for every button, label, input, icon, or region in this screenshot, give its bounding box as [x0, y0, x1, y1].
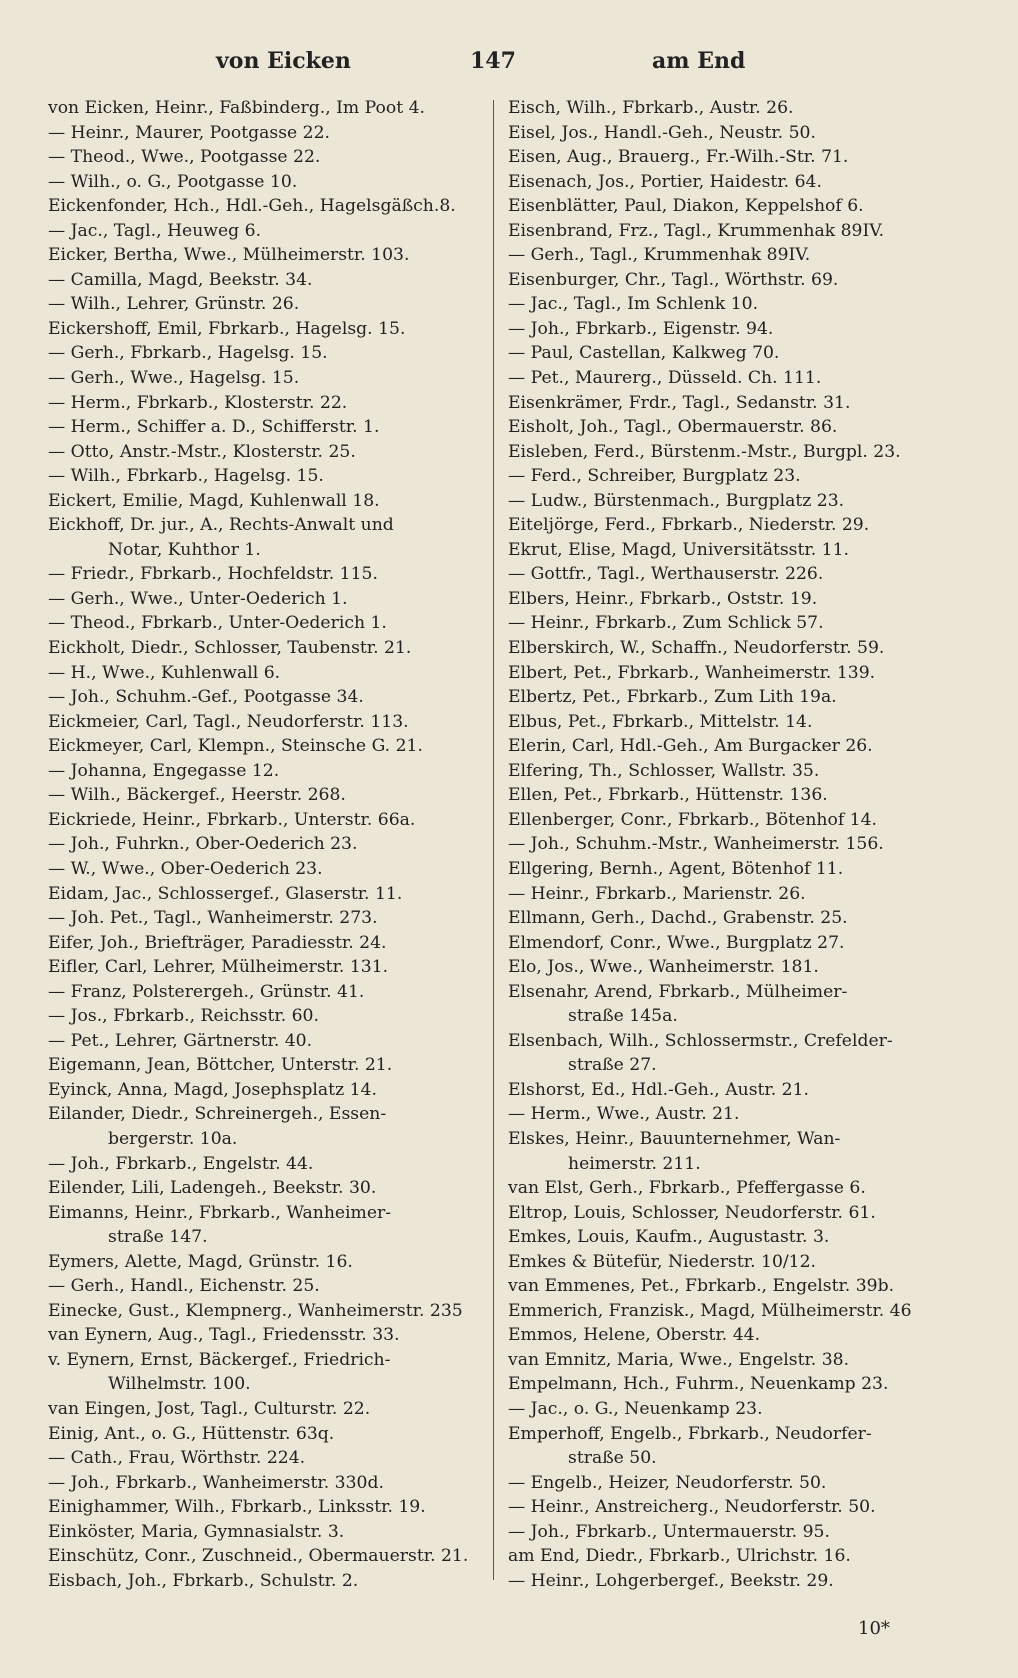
directory-entry: Ellgering, Bernh., Agent, Bötenhof 11.: [508, 858, 844, 879]
directory-entry: Eickriede, Heinr., Fbrkarb., Unterstr. 66a.: [48, 809, 416, 830]
left-column: [48, 96, 488, 1593]
directory-entry: — Ludw., Bürstenmach., Burgplatz 23.: [508, 490, 845, 511]
directory-entry: Eicker, Bertha, Wwe., Mülheimerstr. 103.: [48, 245, 410, 266]
directory-entry: Elshorst, Ed., Hdl.-Geh., Austr. 21.: [508, 1079, 810, 1100]
directory-entry: Eisbach, Joh., Fbrkarb., Schulstr. 2.: [48, 1570, 359, 1591]
directory-entry-continuation: straße 27.: [568, 1055, 657, 1076]
directory-entry: Ellen, Pet., Fbrkarb., Hüttenstr. 136.: [508, 785, 828, 806]
directory-entry: Elskes, Heinr., Bauunternehmer, Wan-: [508, 1128, 841, 1149]
directory-entry: Eickmeyer, Carl, Klempn., Steinsche G. 21.: [48, 736, 423, 757]
directory-entry: — Joh., Fbrkarb., Engelstr. 44.: [48, 1153, 314, 1174]
directory-entry: — Herm., Fbrkarb., Klosterstr. 22.: [48, 392, 348, 413]
directory-entry: Elbers, Heinr., Fbrkarb., Oststr. 19.: [508, 588, 818, 609]
directory-entry: — Johanna, Engegasse 12.: [48, 760, 280, 781]
directory-entry: — Ferd., Schreiber, Burgplatz 23.: [508, 466, 801, 487]
directory-entry: Eickhoff, Dr. jur., A., Rechts-Anwalt und: [48, 515, 394, 536]
directory-entry: — Gottfr., Tagl., Werthauserstr. 226.: [508, 564, 824, 585]
directory-entry: von Eicken, Heinr., Faßbinderg., Im Poot 4.: [48, 98, 426, 118]
directory-entry: Eisenbrand, Frz., Tagl., Krummenhak 89IV.: [508, 220, 885, 241]
directory-entry: — Pet., Maurerg., Düsseld. Ch. 111.: [508, 368, 822, 389]
directory-entry: Eyinck, Anna, Magd, Josephsplatz 14.: [48, 1079, 377, 1100]
directory-entry: Einig, Ant., o. G., Hüttenstr. 63q.: [48, 1423, 335, 1444]
directory-entry: Eickmeier, Carl, Tagl., Neudorferstr. 113.: [48, 711, 409, 732]
directory-entry: — Pet., Lehrer, Gärtnerstr. 40.: [48, 1030, 313, 1051]
directory-entry: — Heinr., Fbrkarb., Zum Schlick 57.: [508, 613, 824, 634]
directory-entry: Eifler, Carl, Lehrer, Mülheimerstr. 131.: [48, 957, 389, 978]
directory-entry: Einköster, Maria, Gymnasialstr. 3.: [48, 1521, 345, 1542]
directory-entry: — Herm., Wwe., Austr. 21.: [508, 1104, 740, 1125]
directory-entry: — Herm., Schiffer a. D., Schifferstr. 1.: [48, 417, 380, 438]
page-header: [0, 48, 1018, 80]
header-last-entry: am End: [652, 48, 746, 74]
directory-entry: Elbertz, Pet., Fbrkarb., Zum Lith 19a.: [508, 687, 837, 708]
directory-entry: Elerin, Carl, Hdl.-Geh., Am Burgacker 26.: [508, 736, 873, 757]
directory-entry-continuation: straße 50.: [568, 1448, 657, 1469]
directory-entry: — Heinr., Anstreicherg., Neudorferstr. 50.: [508, 1497, 876, 1518]
directory-entry: — Wilh., Lehrer, Grünstr. 26.: [48, 294, 300, 315]
directory-entry: — Joh., Fbrkarb., Eigenstr. 94.: [508, 318, 774, 339]
directory-entry: Eisen, Aug., Brauerg., Fr.-Wilh.-Str. 71.: [508, 147, 849, 168]
right-column: [508, 96, 940, 1593]
directory-entry: Eilender, Lili, Ladengeh., Beekstr. 30.: [48, 1178, 377, 1199]
directory-entry: Emkes, Louis, Kaufm., Augustastr. 3.: [508, 1227, 830, 1248]
directory-entry: Eimanns, Heinr., Fbrkarb., Wanheimer-: [48, 1202, 392, 1223]
directory-entry: — Gerh., Wwe., Unter-Oederich 1.: [48, 588, 348, 609]
directory-entry: Eisel, Jos., Handl.-Geh., Neustr. 50.: [508, 122, 816, 143]
page-number: 147: [470, 48, 516, 74]
directory-entry: van Emnitz, Maria, Wwe., Engelstr. 38.: [508, 1349, 850, 1370]
directory-entry: Einecke, Gust., Klempnerg., Wanheimerstr. 235: [48, 1300, 463, 1321]
directory-entry: — Heinr., Lohgerbergef., Beekstr. 29.: [508, 1570, 834, 1591]
directory-entry: Emkes & Bütefür, Niederstr. 10/12.: [508, 1251, 817, 1272]
directory-entry: — Joh., Fuhrkn., Ober-Oederich 23.: [48, 834, 358, 855]
directory-entry: Eifer, Joh., Briefträger, Paradiesstr. 24.: [48, 932, 387, 953]
directory-entry: Empelmann, Hch., Fuhrm., Neuenkamp 23.: [508, 1374, 889, 1395]
directory-entry: Eisch, Wilh., Fbrkarb., Austr. 26.: [508, 98, 794, 118]
directory-entry: — Joh., Schuhm.-Mstr., Wanheimerstr. 156.: [508, 834, 884, 855]
directory-entry: — Wilh., Bäckergef., Heerstr. 268.: [48, 785, 346, 806]
directory-entry: Eisenblätter, Paul, Diakon, Keppelshof 6.: [508, 196, 864, 217]
directory-entry: — Joh., Fbrkarb., Untermauerstr. 95.: [508, 1521, 830, 1542]
directory-entry: Elo, Jos., Wwe., Wanheimerstr. 181.: [508, 957, 819, 978]
directory-entry: Emmerich, Franzisk., Magd, Mülheimerstr. 46: [508, 1300, 912, 1321]
directory-entry: Ekrut, Elise, Magd, Universitätsstr. 11.: [508, 539, 849, 560]
directory-entry: Eymers, Alette, Magd, Grünstr. 16.: [48, 1251, 353, 1272]
directory-entry: — Wilh., Fbrkarb., Hagelsg. 15.: [48, 466, 324, 487]
directory-entry-continuation: Wilhelmstr. 100.: [108, 1374, 251, 1395]
directory-entry: v. Eynern, Ernst, Bäckergef., Friedrich-: [48, 1349, 391, 1370]
directory-entry: — Heinr., Fbrkarb., Marienstr. 26.: [508, 883, 806, 904]
directory-entry: — Otto, Anstr.-Mstr., Klosterstr. 25.: [48, 441, 356, 462]
directory-entry: — Heinr., Maurer, Pootgasse 22.: [48, 122, 330, 143]
directory-entry: Eidam, Jac., Schlossergef., Glaserstr. 11.: [48, 883, 403, 904]
directory-entry: — Jac., Tagl., Heuweg 6.: [48, 220, 262, 241]
directory-entry: Elbus, Pet., Fbrkarb., Mittelstr. 14.: [508, 711, 813, 732]
directory-entry: — Gerh., Wwe., Hagelsg. 15.: [48, 368, 300, 389]
directory-entry: — Theod., Fbrkarb., Unter-Oederich 1.: [48, 613, 387, 634]
sheet-signature: 10*: [858, 1618, 890, 1639]
directory-entry: van Emmenes, Pet., Fbrkarb., Engelstr. 39b.: [508, 1276, 895, 1297]
directory-entry: — Wilh., o. G., Pootgasse 10.: [48, 171, 298, 192]
directory-entry: Einschütz, Conr., Zuschneid., Obermauerstr. 21.: [48, 1546, 469, 1567]
directory-entry: Eickholt, Diedr., Schlosser, Taubenstr. 21.: [48, 638, 412, 659]
directory-entry: Elmendorf, Conr., Wwe., Burgplatz 27.: [508, 932, 845, 953]
directory-entry: Einighammer, Wilh., Fbrkarb., Linksstr. 19.: [48, 1497, 426, 1518]
directory-entry: van Elst, Gerh., Fbrkarb., Pfeffergasse 6.: [508, 1178, 866, 1199]
directory-entry: Eisholt, Joh., Tagl., Obermauerstr. 86.: [508, 417, 838, 438]
directory-entry: Eltrop, Louis, Schlosser, Neudorferstr. 61.: [508, 1202, 876, 1223]
directory-entry: — Engelb., Heizer, Neudorferstr. 50.: [508, 1472, 827, 1493]
directory-entry: — Jac., Tagl., Im Schlenk 10.: [508, 294, 759, 315]
directory-entry: Eiteljörge, Ferd., Fbrkarb., Niederstr. 29.: [508, 515, 870, 536]
directory-entry: am End, Diedr., Fbrkarb., Ulrichstr. 16.: [508, 1546, 851, 1567]
directory-entry: — Paul, Castellan, Kalkweg 70.: [508, 343, 780, 364]
directory-entry-continuation: heimerstr. 211.: [568, 1153, 701, 1174]
directory-entry: — Gerh., Fbrkarb., Hagelsg. 15.: [48, 343, 328, 364]
directory-entry: Elfering, Th., Schlosser, Wallstr. 35.: [508, 760, 820, 781]
directory-entry-continuation: straße 147.: [108, 1227, 208, 1248]
directory-entry: — Gerh., Handl., Eichenstr. 25.: [48, 1276, 320, 1297]
directory-entry: Eickenfonder, Hch., Hdl.-Geh., Hagelsgäßch.8.: [48, 196, 456, 217]
directory-entry: Eisenburger, Chr., Tagl., Wörthstr. 69.: [508, 269, 839, 290]
directory-entry: — Gerh., Tagl., Krummenhak 89IV.: [508, 245, 811, 266]
directory-entry: van Eynern, Aug., Tagl., Friedensstr. 33.: [48, 1325, 400, 1346]
directory-entry: — Joh., Fbrkarb., Wanheimerstr. 330d.: [48, 1472, 384, 1493]
directory-entry: Eisleben, Ferd., Bürstenm.-Mstr., Burgpl. 23.: [508, 441, 901, 462]
directory-entry: — Friedr., Fbrkarb., Hochfeldstr. 115.: [48, 564, 378, 585]
directory-entry-continuation: straße 145a.: [568, 1006, 678, 1027]
directory-entry: — Theod., Wwe., Pootgasse 22.: [48, 147, 321, 168]
directory-entry: Eilander, Diedr., Schreinergeh., Essen-: [48, 1104, 387, 1125]
directory-entry: Eisenkrämer, Frdr., Tagl., Sedanstr. 31.: [508, 392, 851, 413]
column-divider: [493, 100, 494, 1580]
directory-entry: — Franz, Polsterergeh., Grünstr. 41.: [48, 981, 365, 1002]
directory-entry: van Eingen, Jost, Tagl., Culturstr. 22.: [48, 1398, 371, 1419]
directory-entry: Elsenahr, Arend, Fbrkarb., Mülheimer-: [508, 981, 848, 1002]
directory-entry: — W., Wwe., Ober-Oederich 23.: [48, 858, 323, 879]
header-first-entry: von Eicken: [216, 48, 351, 74]
directory-entry: Elsenbach, Wilh., Schlossermstr., Crefelder-: [508, 1030, 893, 1051]
directory-entry: Eickershoff, Emil, Fbrkarb., Hagelsg. 15.: [48, 318, 406, 339]
directory-entry: — Jac., o. G., Neuenkamp 23.: [508, 1398, 763, 1419]
directory-entry: Ellenberger, Conr., Fbrkarb., Bötenhof 14.: [508, 809, 877, 830]
directory-entry: Elberskirch, W., Schaffn., Neudorferstr. 59.: [508, 638, 885, 659]
directory-entry: — Joh. Pet., Tagl., Wanheimerstr. 273.: [48, 908, 378, 929]
directory-entry-continuation: Notar, Kuhthor 1.: [108, 539, 261, 560]
directory-entry: Eickert, Emilie, Magd, Kuhlenwall 18.: [48, 490, 380, 511]
directory-entry: — Camilla, Magd, Beekstr. 34.: [48, 269, 313, 290]
directory-entry: Ellmann, Gerh., Dachd., Grabenstr. 25.: [508, 908, 848, 929]
directory-entry: Emperhoff, Engelb., Fbrkarb., Neudorfer-: [508, 1423, 872, 1444]
directory-entry-continuation: bergerstr. 10a.: [108, 1128, 238, 1149]
directory-entry: Eigemann, Jean, Böttcher, Unterstr. 21.: [48, 1055, 393, 1076]
directory-entry: — Joh., Schuhm.-Gef., Pootgasse 34.: [48, 687, 364, 708]
directory-entry: — Cath., Frau, Wörthstr. 224.: [48, 1448, 306, 1469]
directory-entry: — Jos., Fbrkarb., Reichsstr. 60.: [48, 1006, 319, 1027]
directory-entry: — H., Wwe., Kuhlenwall 6.: [48, 662, 281, 683]
directory-entry: Eisenach, Jos., Portier, Haidestr. 64.: [508, 171, 822, 192]
directory-entry: Elbert, Pet., Fbrkarb., Wanheimerstr. 139.: [508, 662, 876, 683]
directory-entry: Emmos, Helene, Oberstr. 44.: [508, 1325, 761, 1346]
